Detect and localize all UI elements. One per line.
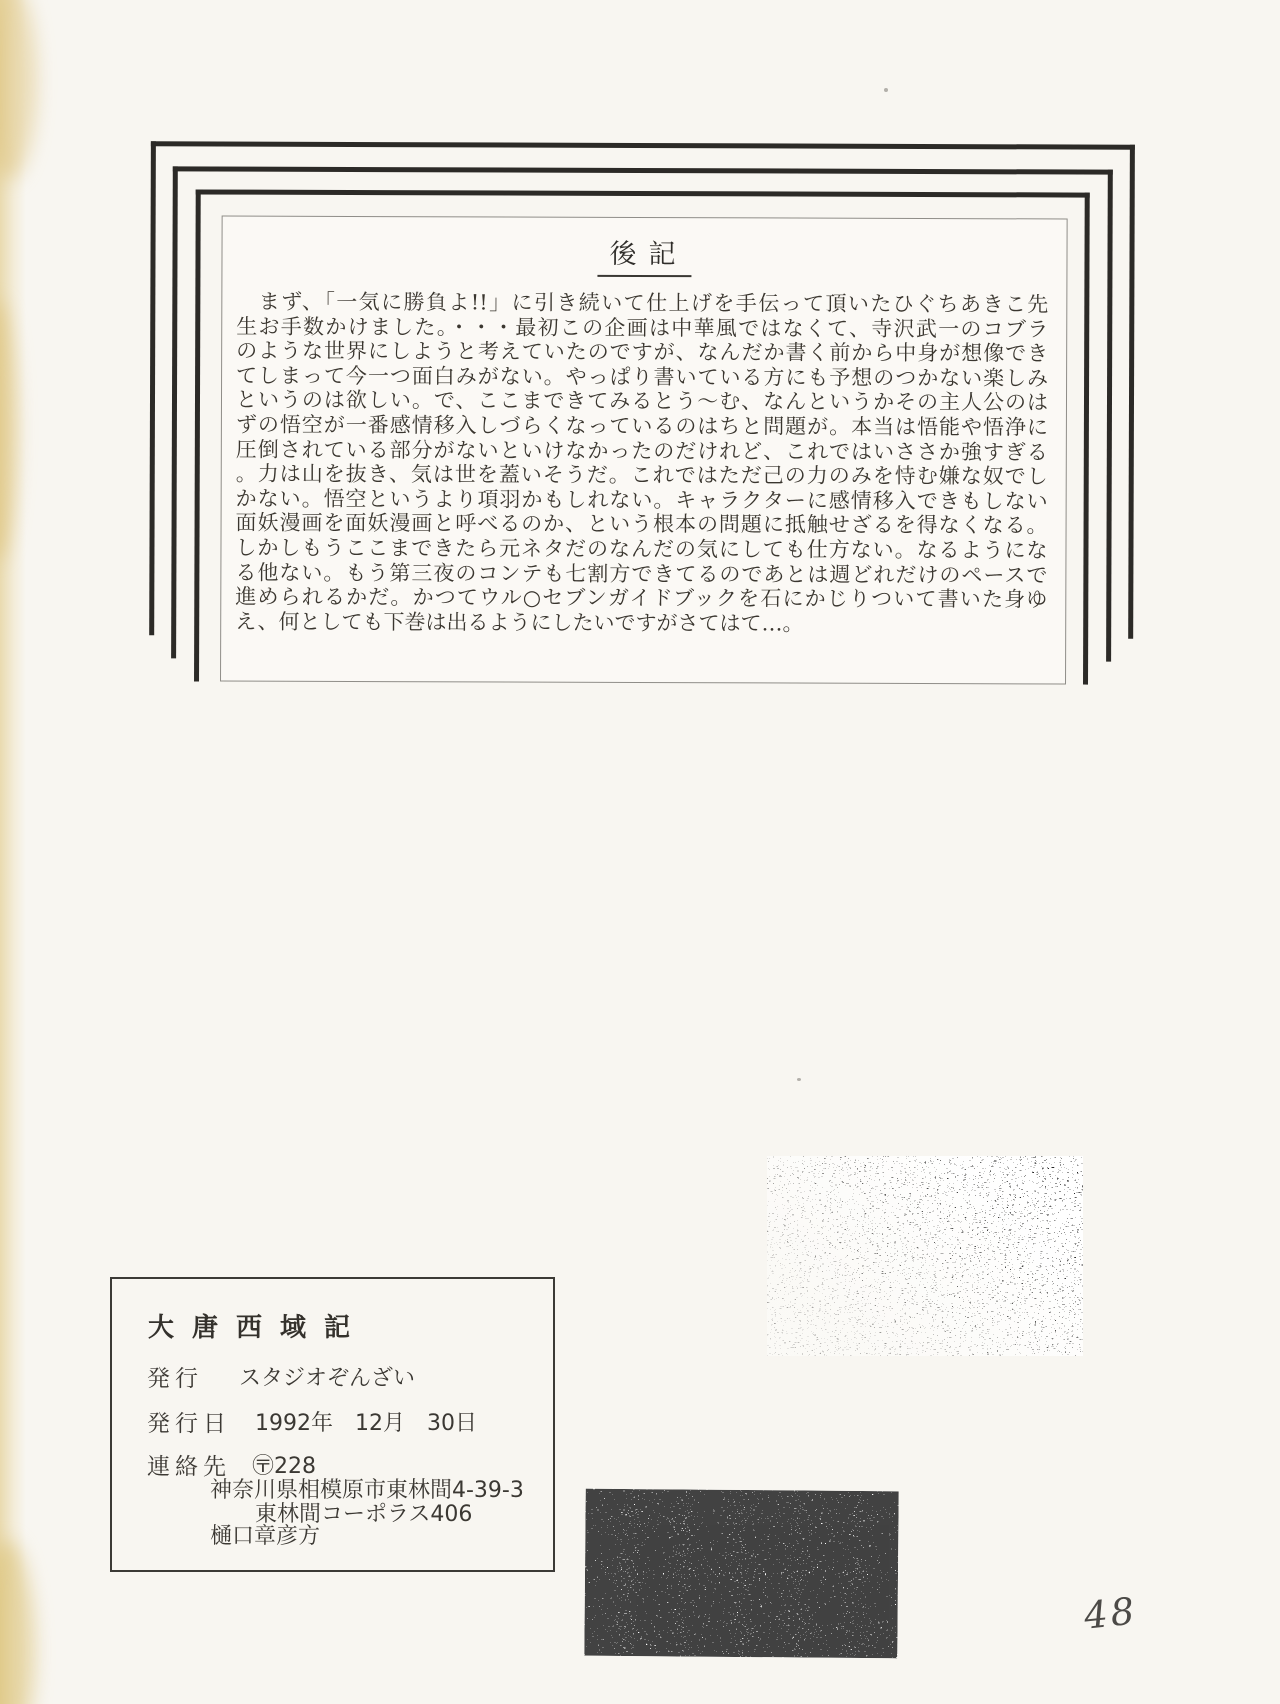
afterword-line: 生お手数かけました。・・・最初この企画は中華風ではなくて、寺沢武一のコブラ bbox=[236, 314, 1049, 342]
halftone-fade-overlay bbox=[767, 1156, 1083, 1356]
afterword-line: のような世界にしようと考えていたのですが、なんだか書く前から中身が想像でき bbox=[236, 338, 1049, 366]
afterword-line: 。力は山を抜き、気は世を蓋いそうだ。これではただ己の力のみを恃む嫌な奴でし bbox=[235, 461, 1048, 489]
colophon-date-value: 1992年 12月 30日 bbox=[255, 1411, 477, 1436]
colophon-address-line-2: 東林間コーポラス406 bbox=[255, 1502, 473, 1527]
afterword-line: てしまって今一つ面白みがない。やっぱり書いている方にも予想のつかない楽しみ bbox=[236, 363, 1049, 391]
afterword-line: まず、「一気に勝負よ!!」に引き続いて仕上げを手伝って頂いたひぐちあきこ先 bbox=[236, 289, 1049, 317]
afterword-line: 進められるかだ。かつてウル○セブンガイドブックを石にかじりついて書いた身ゆ bbox=[235, 584, 1048, 612]
colophon-contact-value: 〶228 bbox=[252, 1454, 316, 1479]
afterword-line: ずの悟空が一番感情移入しづらくなっているのはちと問題が。本当は悟能や悟浄に bbox=[235, 412, 1048, 440]
afterword-line: しかしもうここまできたら元ネタだのなんだの気にしても仕方ない。なるようにな bbox=[235, 535, 1048, 563]
page-number: 48 bbox=[1081, 1589, 1140, 1638]
afterword-frame-group bbox=[0, 0, 1280, 762]
afterword-line: え、何としても下巻は出るようにしたいですがさてはて…。 bbox=[235, 609, 804, 636]
afterword-line: というのは欲しい。で、ここまできてみるとう〜む、なんというかその主人公のは bbox=[235, 387, 1049, 415]
afterword-box bbox=[220, 216, 1068, 685]
colophon-box bbox=[110, 1277, 555, 1572]
colophon-contact-label: 連絡先 bbox=[147, 1454, 231, 1480]
aging-stain bbox=[0, 1540, 35, 1704]
afterword-text bbox=[235, 290, 1048, 637]
colophon-date-label: 発行日 bbox=[147, 1411, 231, 1437]
halftone-image-2 bbox=[584, 1489, 898, 1659]
colophon-address-line-3: 樋口章彦方 bbox=[210, 1524, 321, 1549]
halftone-image-1 bbox=[767, 1156, 1083, 1356]
afterword-line: かない。悟空というより項羽かもしれない。キャラクターに感情移入できもしない bbox=[235, 486, 1048, 514]
colophon-address-line-1: 神奈川県相模原市東林間4-39-3 bbox=[210, 1478, 524, 1503]
scan-speck bbox=[797, 1078, 801, 1081]
afterword-title: 後記 bbox=[222, 231, 1066, 279]
colophon-title: 大唐西域記 bbox=[148, 1313, 369, 1343]
colophon-publisher-label: 発行 bbox=[147, 1366, 203, 1392]
halftone-fade-overlay bbox=[584, 1489, 898, 1659]
afterword-line: る他ない。もう第三夜のコンテも七割方できてるのであとは週どれだけのペースで bbox=[235, 560, 1048, 587]
colophon-publisher-value: スタジオぞんざい bbox=[239, 1366, 416, 1391]
afterword-line: 圧倒されている部分がないといけなかったのだけれど、これではいささか強すぎる bbox=[235, 437, 1048, 464]
afterword-line: 面妖漫画を面妖漫画と呼べるのか、という根本の問題に抵触せざるを得なくなる。 bbox=[235, 510, 1048, 538]
